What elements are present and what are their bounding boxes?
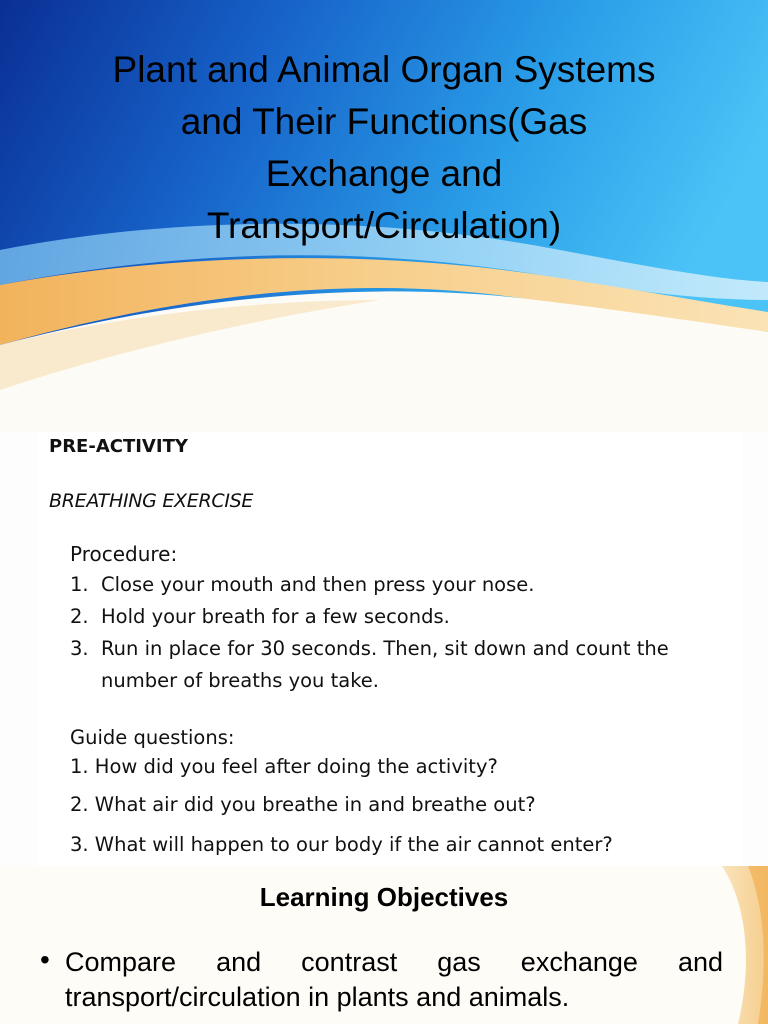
procedure-step-number: 2. xyxy=(70,605,89,628)
objectives-slide xyxy=(0,866,768,1024)
procedure-step-number: 3. xyxy=(70,637,89,660)
objective-item: Compare and contrast gas exchange and transport/circulation in plants and animals. xyxy=(65,947,723,1012)
guide-question: 2. What air did you breathe in and breathe out? xyxy=(70,793,536,816)
pre-activity-heading: PRE-ACTIVITY xyxy=(49,436,188,457)
procedure-step: Hold your breath for a few seconds. xyxy=(101,605,450,628)
procedure-step-number: 1. xyxy=(70,573,89,596)
learning-objectives-title: Learning Objectives xyxy=(259,882,509,912)
guide-question: 1. How did you feel after doing the activity? xyxy=(70,755,498,778)
title-line: Exchange and xyxy=(265,153,503,194)
title-slide xyxy=(0,0,768,432)
pre-activity-card xyxy=(37,432,742,866)
title-line: Plant and Animal Organ Systems xyxy=(112,49,656,90)
guide-questions-label: Guide questions: xyxy=(70,726,235,749)
slide-title xyxy=(30,44,738,252)
procedure-step-continuation: number of breaths you take. xyxy=(101,669,379,692)
title-line: and Their Functions(Gas xyxy=(180,101,588,142)
procedure-step: Run in place for 30 seconds. Then, sit down and count the xyxy=(101,637,669,660)
breathing-exercise-subheading: BREATHING EXERCISE xyxy=(49,490,254,512)
procedure-label: Procedure: xyxy=(70,542,178,566)
bullet-marker: • xyxy=(40,944,50,975)
title-line: Transport/Circulation) xyxy=(206,205,562,246)
procedure-step: Close your mouth and then press your nose. xyxy=(101,573,535,596)
guide-question: 3. What will happen to our body if the air cannot enter? xyxy=(70,833,613,856)
